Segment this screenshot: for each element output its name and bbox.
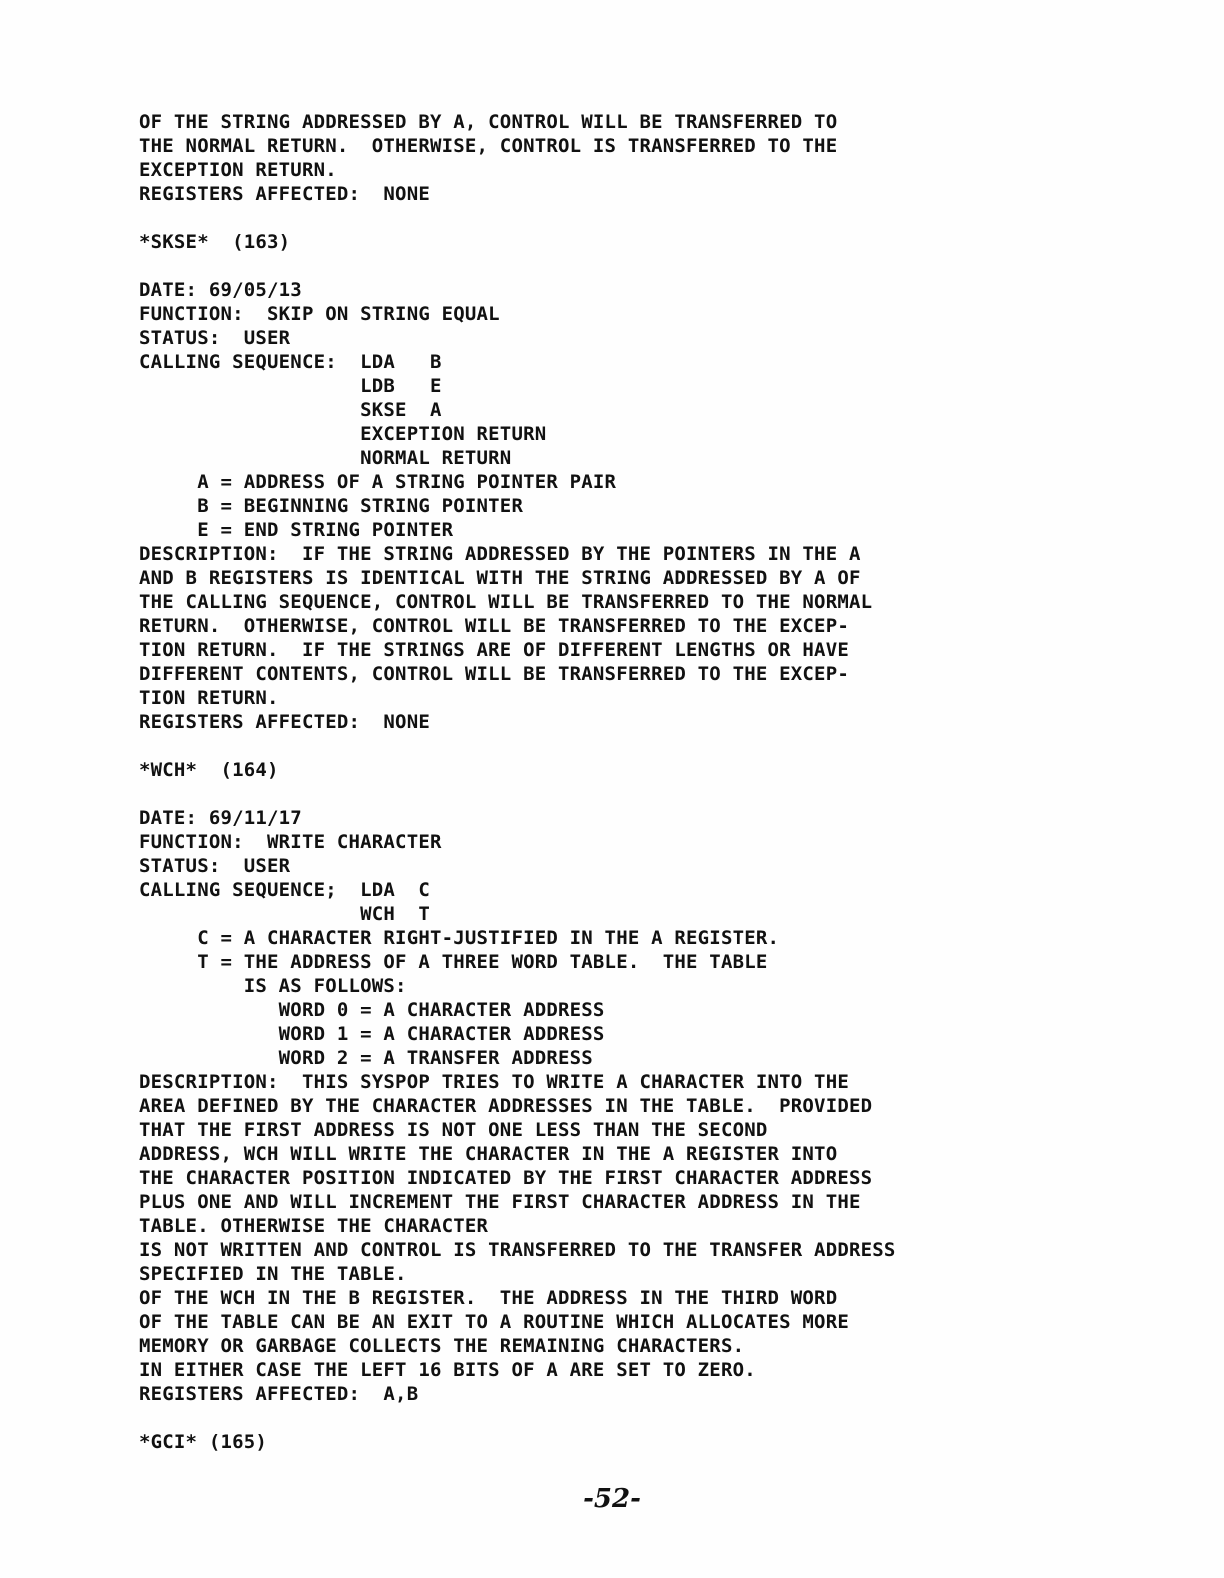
text-line: OF THE STRING ADDRESSED BY A, CONTROL WILL BE TRANSFERRED TO [139,111,838,133]
text-line: THE NORMAL RETURN. OTHERWISE, CONTROL IS TRANSFERRED TO THE [139,135,838,157]
text-line: RETURN. OTHERWISE, CONTROL WILL BE TRANSFERRED TO THE EXCEP- [139,615,849,637]
text-line: THAT THE FIRST ADDRESS IS NOT ONE LESS THAN THE SECOND [139,1119,768,1141]
text-line: LDB E [139,375,442,397]
text-line: ADDRESS, WCH WILL WRITE THE CHARACTER IN THE A REGISTER INTO [139,1143,838,1165]
text-line: THE CHARACTER POSITION INDICATED BY THE FIRST CHARACTER ADDRESS [139,1167,873,1189]
text-line: NORMAL RETURN [139,447,512,469]
text-line: C = A CHARACTER RIGHT-JUSTIFIED IN THE A REGISTER. [139,927,780,949]
text-line: IS AS FOLLOWS: [139,975,407,997]
text-line: FUNCTION: SKIP ON STRING EQUAL [139,303,500,325]
text-line: MEMORY OR GARBAGE COLLECTS THE REMAINING CHARACTERS. [139,1335,745,1357]
text-line: CALLING SEQUENCE: LDA B [139,351,442,373]
blank-line [139,782,1139,806]
text-line: SKSE A [139,399,442,421]
text-line: REGISTERS AFFECTED: A,B [139,1383,419,1405]
text-line: OF THE TABLE CAN BE AN EXIT TO A ROUTINE WHICH ALLOCATES MORE [139,1311,849,1333]
text-line: EXCEPTION RETURN [139,423,547,445]
text-line: WORD 2 = A TRANSFER ADDRESS [139,1047,593,1069]
text-line: *SKSE* (163) [139,231,291,253]
text-line: SPECIFIED IN THE TABLE. [139,1263,407,1285]
text-line: E = END STRING POINTER [139,519,454,541]
text-line: B = BEGINNING STRING POINTER [139,495,524,517]
text-line: DESCRIPTION: THIS SYSPOP TRIES TO WRITE A CHARACTER INTO THE [139,1071,849,1093]
text-line: WCH T [139,903,430,925]
text-line: TION RETURN. IF THE STRINGS ARE OF DIFFERENT LENGTHS OR HAVE [139,639,849,661]
text-line: DATE: 69/11/17 [139,807,302,829]
text-line: *WCH* (164) [139,759,279,781]
text-line: DIFFERENT CONTENTS, CONTROL WILL BE TRANSFERRED TO THE EXCEP- [139,663,849,685]
text-line: A = ADDRESS OF A STRING POINTER PAIR [139,471,617,493]
text-line: TABLE. OTHERWISE THE CHARACTER [139,1215,489,1237]
text-line: STATUS: USER [139,327,291,349]
text-line: FUNCTION: WRITE CHARACTER [139,831,442,853]
blank-line [139,734,1139,758]
document-text [139,110,1139,1454]
text-line: THE CALLING SEQUENCE, CONTROL WILL BE TRANSFERRED TO THE NORMAL [139,591,873,613]
text-line: IS NOT WRITTEN AND CONTROL IS TRANSFERRED TO THE TRANSFER ADDRESS [139,1239,896,1261]
text-line: STATUS: USER [139,855,291,877]
text-line: IN EITHER CASE THE LEFT 16 BITS OF A ARE SET TO ZERO. [139,1359,756,1381]
blank-line [139,1406,1139,1430]
blank-line [139,254,1139,278]
text-line: EXCEPTION RETURN. [139,159,337,181]
text-line: DATE: 69/05/13 [139,279,302,301]
text-line: DESCRIPTION: IF THE STRING ADDRESSED BY THE POINTERS IN THE A [139,543,861,565]
text-line: WORD 0 = A CHARACTER ADDRESS [139,999,605,1021]
text-line: AND B REGISTERS IS IDENTICAL WITH THE STRING ADDRESSED BY A OF [139,567,861,589]
text-line: *GCI* (165) [139,1431,268,1453]
text-line: CALLING SEQUENCE; LDA C [139,879,430,901]
text-line: PLUS ONE AND WILL INCREMENT THE FIRST CHARACTER ADDRESS IN THE [139,1191,861,1213]
text-line: REGISTERS AFFECTED: NONE [139,183,430,205]
text-line: TION RETURN. [139,687,279,709]
text-line: T = THE ADDRESS OF A THREE WORD TABLE. THE TABLE [139,951,768,973]
text-line: WORD 1 = A CHARACTER ADDRESS [139,1023,605,1045]
blank-line [139,206,1139,230]
text-line: OF THE WCH IN THE B REGISTER. THE ADDRESS IN THE THIRD WORD [139,1287,838,1309]
text-line: REGISTERS AFFECTED: NONE [139,711,430,733]
text-line: AREA DEFINED BY THE CHARACTER ADDRESSES IN THE TABLE. PROVIDED [139,1095,873,1117]
page-number: -52- [583,1484,641,1514]
